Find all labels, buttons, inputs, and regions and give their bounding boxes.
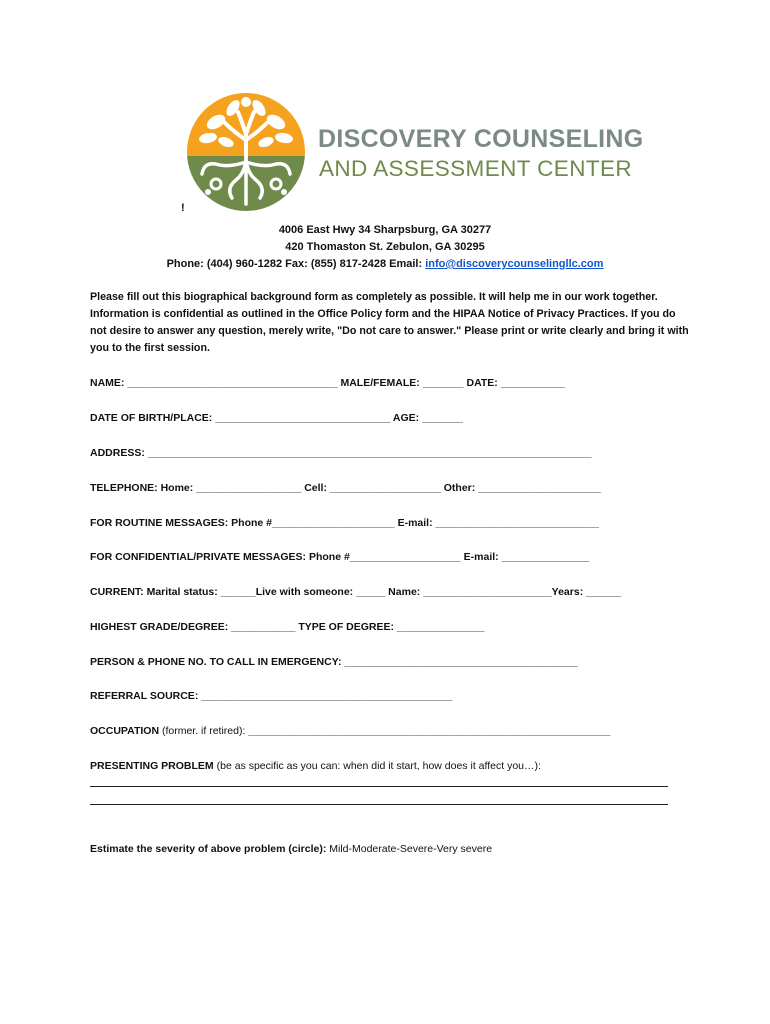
- occupation-note: (former. if retired):: [161, 725, 246, 737]
- presenting-problem-line-2[interactable]: [90, 804, 668, 805]
- address-line-2: 420 Thomaston St. Zebulon, GA 30295: [285, 241, 485, 253]
- instructions-paragraph: Please fill out this biographical background form as completely as possible. It will help me in our work together. Information is confidential as outlined in the Office Policy form and the HIPAA Notice of Privacy Practices. If you do not desire to answer any question, merely write, "Do not care to answer." Please print or write clearly and bring it with you to the first session.: [90, 291, 689, 354]
- routine-messages-field[interactable]: FOR ROUTINE MESSAGES: Phone #_____________________ E-mail: ____________________________: [90, 517, 599, 529]
- current-status-field[interactable]: CURRENT: Marital status: ______Live with someone: _____ Name: ______________________Years: ______: [90, 586, 622, 598]
- address-field[interactable]: ADDRESS: ____________________________________________________________________________: [90, 447, 592, 459]
- contact-line: [0, 258, 770, 270]
- referral-source-field[interactable]: REFERRAL SOURCE: ___________________________________________: [90, 690, 453, 702]
- telephone-field[interactable]: TELEPHONE: Home: __________________ Cell: ___________________ Other: _____________________: [90, 482, 601, 494]
- tree-logo-icon: [186, 92, 306, 212]
- brand-name: DISCOVERY COUNSELING: [318, 125, 644, 153]
- address-line-1: 4006 East Hwy 34 Sharpsburg, GA 30277: [278, 224, 492, 236]
- contact-phone-fax: Phone: (404) 960-1282 Fax: (855) 817-2428 Email:: [166, 258, 426, 270]
- severity-label: Estimate the severity of above problem (circle):: [90, 843, 330, 855]
- occupation-label: OCCUPATION: [90, 725, 162, 737]
- presenting-problem-line-1[interactable]: [90, 786, 668, 787]
- occupation-field[interactable]: [90, 725, 610, 737]
- severity-field: [90, 843, 492, 855]
- name-sex-date-field[interactable]: NAME: ____________________________________ MALE/FEMALE: _______ DATE: ___________: [90, 377, 565, 389]
- presenting-problem-note: (be as specific as you can: when did it start, how does it affect you…):: [216, 760, 541, 772]
- email-link[interactable]: info@discoverycounselingllc.com: [425, 258, 604, 270]
- stray-mark: !: [181, 202, 185, 214]
- education-field[interactable]: HIGHEST GRADE/DEGREE: ___________ TYPE OF DEGREE: _______________: [90, 621, 485, 633]
- occupation-blank[interactable]: ______________________________________________________________: [245, 725, 611, 737]
- dob-age-field[interactable]: DATE OF BIRTH/PLACE: ______________________________ AGE: _______: [90, 412, 463, 424]
- presenting-problem-field: [90, 760, 541, 772]
- confidential-messages-field[interactable]: FOR CONFIDENTIAL/PRIVATE MESSAGES: Phone #___________________ E-mail: _______________: [90, 551, 590, 563]
- emergency-contact-field[interactable]: PERSON & PHONE NO. TO CALL IN EMERGENCY: ________________________________________: [90, 656, 578, 668]
- severity-options[interactable]: Mild-Moderate-Severe-Very severe: [329, 843, 493, 855]
- presenting-problem-label: PRESENTING PROBLEM: [90, 760, 217, 772]
- brand-subtitle: AND ASSESSMENT CENTER: [319, 156, 633, 181]
